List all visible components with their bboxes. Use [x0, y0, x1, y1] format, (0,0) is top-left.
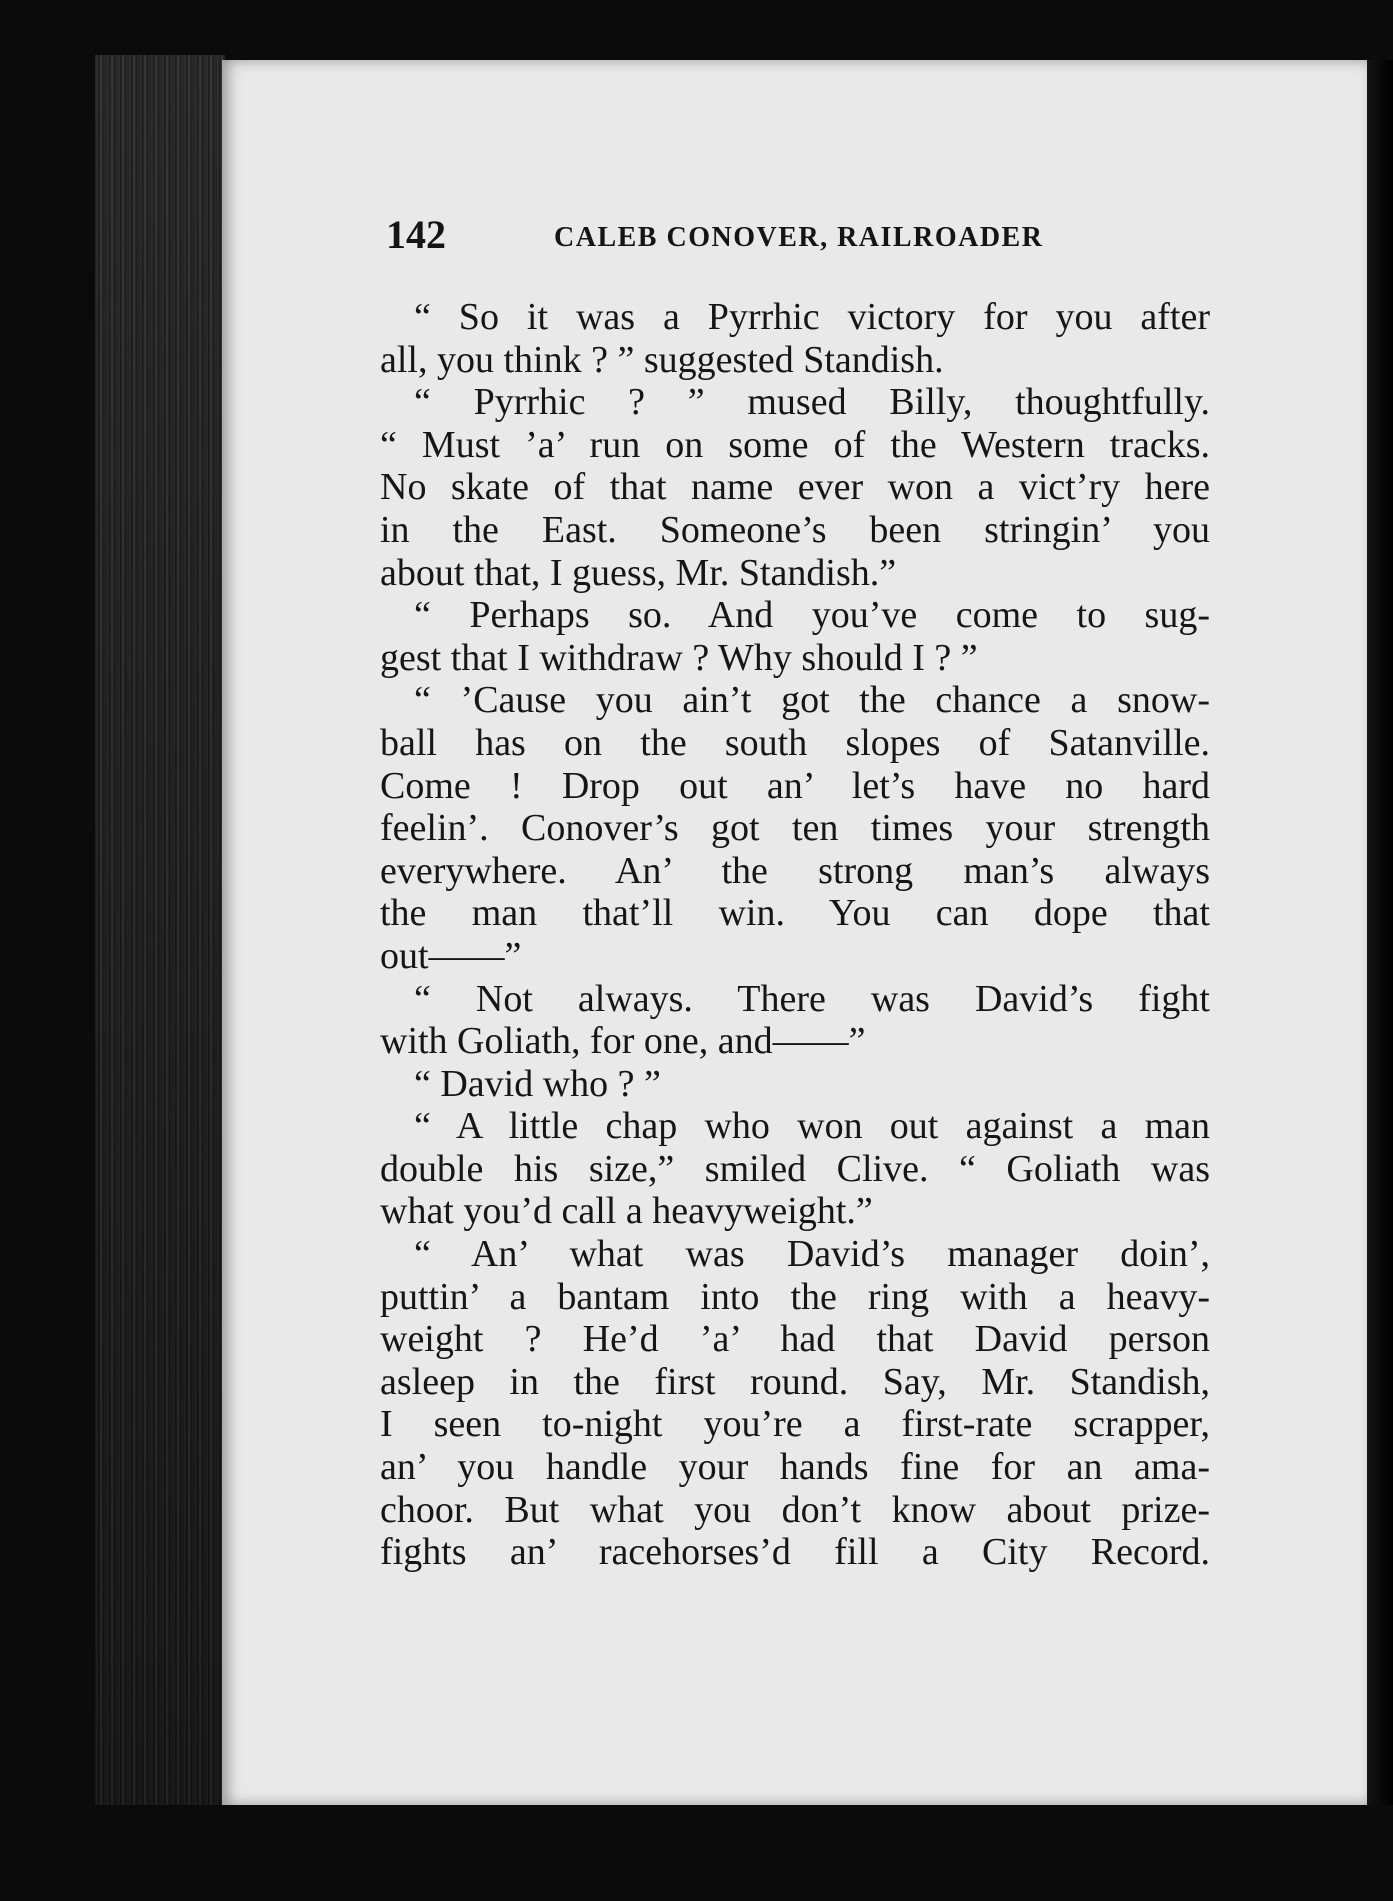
text-line: weight ? He’d ’a’ had that David person	[380, 1318, 1210, 1361]
text-line: asleep in the first round. Say, Mr. Standish,	[380, 1360, 1210, 1403]
body-text	[380, 296, 1210, 1574]
text-line: “ ’Cause you ain’t got the chance a snow-	[414, 679, 1210, 722]
text-line: gest that I withdraw ? Why should I ? ”	[380, 636, 978, 679]
running-head: CALEB CONOVER, RAILROADER	[554, 222, 1044, 253]
text-line: ball has on the south slopes of Satanville.	[380, 721, 1210, 764]
text-line: “ David who ? ”	[414, 1062, 661, 1105]
text-line: No skate of that name ever won a vict’ry here	[380, 466, 1210, 509]
book-fore-edge	[95, 55, 225, 1805]
gutter-shadow	[1367, 60, 1393, 1805]
text-line: double his size,” smiled Clive. “ Goliath was	[380, 1147, 1210, 1190]
text-line: about that, I guess, Mr. Standish.”	[380, 551, 897, 594]
text-line: all, you think ? ” suggested Standish.	[380, 338, 944, 381]
text-line: the man that’ll win. You can dope that	[380, 892, 1210, 935]
text-line: “ Not always. There was David’s fight	[414, 977, 1210, 1020]
text-line: everywhere. An’ the strong man’s always	[380, 849, 1210, 892]
text-line: “ A little chap who won out against a man	[414, 1105, 1210, 1148]
text-line: with Goliath, for one, and——”	[380, 1020, 866, 1063]
text-line: “ Perhaps so. And you’ve come to sug-	[414, 594, 1210, 637]
text-line: fights an’ racehorses’d fill a City Record.	[380, 1531, 1210, 1574]
text-line: an’ you handle your hands fine for an ama-	[380, 1446, 1210, 1489]
text-line: puttin’ a bantam into the ring with a heavy-	[380, 1275, 1210, 1318]
text-line: “ Pyrrhic ? ” mused Billy, thoughtfully.	[414, 381, 1210, 424]
text-line: what you’d call a heavyweight.”	[380, 1190, 873, 1233]
text-line: “ An’ what was David’s manager doin’,	[414, 1233, 1210, 1276]
text-line: “ So it was a Pyrrhic victory for you after	[414, 296, 1210, 338]
text-line: in the East. Someone’s been stringin’ you	[380, 508, 1210, 551]
page-header	[386, 210, 1216, 260]
text-line: feelin’. Conover’s got ten times your strength	[380, 807, 1210, 850]
text-line: “ Must ’a’ run on some of the Western tracks.	[380, 423, 1210, 466]
page-number: 142	[386, 212, 446, 257]
text-line: Come ! Drop out an’ let’s have no hard	[380, 764, 1210, 807]
text-line: choor. But what you don’t know about prize-	[380, 1488, 1210, 1531]
text-line: out——”	[380, 934, 522, 977]
text-line: I seen to-night you’re a first-rate scrapper,	[380, 1403, 1210, 1446]
